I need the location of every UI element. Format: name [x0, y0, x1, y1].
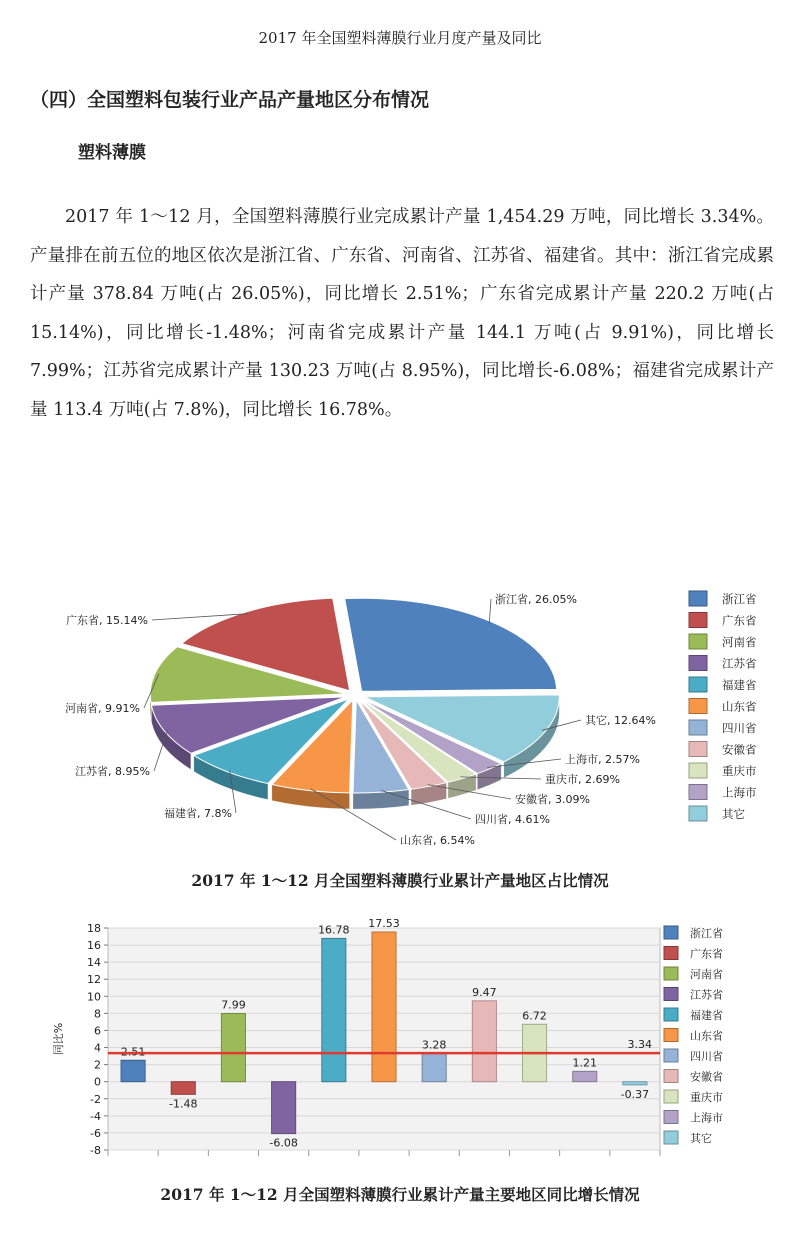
pie-legend-label-江苏省: 江苏省 [722, 656, 757, 671]
pie-label-福建省: 福建省, 7.8% [164, 807, 232, 820]
pie-legend-swatch-江苏省 [689, 656, 707, 671]
bar-ytick-label: -4 [90, 1109, 101, 1123]
bar-legend-swatch-上海市 [664, 1111, 678, 1124]
bar-legend-label-山东省: 山东省 [690, 1029, 723, 1043]
bar-legend-label-江苏省: 江苏省 [690, 988, 723, 1002]
bar-chart [0, 910, 800, 1175]
pie-legend-swatch-山东省 [689, 699, 707, 714]
bar-value-label-安徽省: 9.47 [472, 985, 497, 999]
bar-value-label-广东省: -1.48 [169, 1097, 198, 1111]
bar-legend-swatch-福建省 [664, 1008, 678, 1021]
bar-ytick-label: 4 [94, 1041, 101, 1055]
pie-legend-label-河南省: 河南省 [722, 635, 757, 649]
pie-legend-swatch-浙江省 [689, 591, 707, 606]
pie-legend-label-山东省: 山东省 [722, 699, 757, 714]
sub-heading: 塑料薄膜 [78, 143, 146, 163]
bar-ytick-label: 14 [87, 956, 101, 970]
bar-legend-label-广东省: 广东省 [690, 947, 723, 961]
bar-ytick-label: 18 [87, 922, 101, 935]
bar-value-label-重庆市: 6.72 [522, 1009, 547, 1023]
bar-河南省 [221, 1013, 245, 1081]
bar-chart-svg [0, 910, 800, 1175]
bar-chart-caption: 2017 年 1～12 月全国塑料薄膜行业累计产量主要地区同比增长情况 [160, 1185, 640, 1204]
pie-legend-swatch-安徽省 [689, 742, 707, 757]
pie-label-广东省: 广东省, 15.14% [66, 614, 148, 627]
bar-广东省 [171, 1082, 195, 1095]
bar-ytick-label: -2 [90, 1092, 101, 1106]
bar-value-label-上海市: 1.21 [572, 1056, 597, 1070]
pie-leader-浙江省 [489, 599, 491, 623]
bar-四川省 [422, 1054, 446, 1082]
bar-浙江省 [121, 1060, 145, 1081]
pie-label-河南省: 河南省, 9.91% [65, 702, 140, 715]
bar-value-label-浙江省: 2.51 [120, 1045, 146, 1059]
bar-value-label-四川省: 3.28 [421, 1038, 447, 1052]
bar-ytick-label: -8 [90, 1144, 101, 1157]
bar-legend-swatch-重庆市 [664, 1090, 678, 1103]
bar-ytick-label: 10 [87, 990, 101, 1004]
bar-value-label-山东省: 17.53 [368, 917, 400, 931]
pie-label-其它: 其它, 12.64% [585, 714, 656, 727]
pie-legend-label-广东省: 广东省 [722, 613, 757, 628]
bar-legend-swatch-四川省 [664, 1049, 678, 1062]
bar-江苏省 [272, 1082, 296, 1134]
bar-山东省 [372, 932, 396, 1082]
bar-ylabel: 同比% [52, 1022, 65, 1056]
bar-value-label-其它: -0.37 [620, 1087, 650, 1101]
bar-ytick-label: 0 [94, 1075, 101, 1089]
pie-legend-swatch-四川省 [689, 720, 707, 735]
pie-slice-浙江省 [345, 598, 557, 691]
bar-legend-label-福建省: 福建省 [690, 1009, 723, 1022]
bar-value-label-江苏省: -6.08 [269, 1136, 298, 1150]
pie-label-浙江省: 浙江省, 26.05% [495, 593, 577, 606]
bar-legend-swatch-浙江省 [664, 926, 678, 939]
pie-legend-swatch-重庆市 [689, 763, 707, 778]
bar-legend-label-四川省: 四川省 [690, 1050, 723, 1063]
bar-value-label-福建省: 16.78 [318, 923, 350, 937]
bar-福建省 [322, 938, 346, 1081]
pie-label-四川省: 四川省, 4.61% [475, 813, 550, 826]
bar-ytick-label: 12 [87, 973, 101, 987]
bar-ytick-label: -6 [90, 1126, 101, 1140]
bar-ytick-label: 16 [87, 939, 101, 953]
pie-legend-label-福建省: 福建省 [722, 678, 757, 692]
bar-legend-label-上海市: 上海市 [690, 1111, 723, 1125]
bar-ytick-label: 8 [94, 1007, 101, 1021]
pie-legend-label-四川省: 四川省 [722, 721, 757, 735]
pie-legend-swatch-福建省 [689, 677, 707, 692]
pie-legend-label-上海市: 上海市 [722, 785, 757, 800]
pie-legend-label-重庆市: 重庆市 [722, 764, 757, 778]
bar-legend-label-重庆市: 重庆市 [690, 1091, 723, 1104]
section-heading: （四）全国塑料包装行业产品产量地区分布情况 [30, 89, 430, 111]
pie-label-山东省: 山东省, 6.54% [400, 834, 475, 845]
pie-chart-caption: 2017 年 1～12 月全国塑料薄膜行业累计产量地区占比情况 [191, 871, 609, 890]
body-paragraph: 2017 年 1～12 月，全国塑料薄膜行业完成累计产量 1,454.29 万吨，同比增长 3.34%。产量排在前五位的地区依次是浙江省、广东省、河南省、江苏省、福建省。其中：浙江省完成累计产量 378.84 万吨(占 26.05%)，同比增长 2.51%；广东省完成累计产量 220.2 万吨(占 15.14%)，同比增长-1.48%；河南省完成累计产量 144.1 万吨(占 9.91%)，同比增长 7.99%；江苏省完成累计产量 130.23 万吨(占 8.95%)，同比增长-6.08%；福建省完成累计产量 113.4 万吨(占 7.8%)，同比增长 16.78%。 [30, 207, 774, 420]
bar-legend-swatch-其它 [664, 1131, 678, 1144]
bar-legend-swatch-河南省 [664, 967, 678, 980]
bar-上海市 [573, 1071, 597, 1081]
pie-legend-swatch-广东省 [689, 613, 707, 628]
bar-其它 [623, 1082, 647, 1085]
bar-legend-swatch-安徽省 [664, 1070, 678, 1083]
bar-ytick-label: 6 [94, 1024, 101, 1038]
bar-legend-label-浙江省: 浙江省 [690, 927, 723, 940]
pie-legend-swatch-上海市 [689, 785, 707, 800]
bar-安徽省 [472, 1001, 496, 1082]
pie-label-安徽省: 安徽省, 3.09% [515, 793, 590, 806]
bar-legend-label-其它: 其它 [690, 1132, 712, 1145]
bar-reference-label: 3.34 [627, 1038, 652, 1052]
bar-legend-swatch-山东省 [664, 1029, 678, 1042]
pie-label-重庆市: 重庆市, 2.69% [545, 773, 620, 786]
bar-ytick-label: 2 [94, 1058, 101, 1072]
bar-value-label-河南省: 7.99 [221, 998, 246, 1012]
pie-legend-label-安徽省: 安徽省 [722, 742, 757, 757]
pie-legend-label-其它: 其它 [722, 807, 745, 821]
bar-legend-label-安徽省: 安徽省 [690, 1070, 723, 1084]
pie-label-上海市: 上海市, 2.57% [565, 753, 640, 766]
pie-chart-svg [0, 575, 800, 845]
bar-legend-swatch-广东省 [664, 947, 678, 960]
pie-legend-swatch-河南省 [689, 634, 707, 649]
bar-legend-swatch-江苏省 [664, 988, 678, 1001]
bar-legend-label-河南省: 河南省 [690, 968, 723, 981]
pie-chart [0, 575, 800, 845]
pie-legend-swatch-其它 [689, 806, 707, 821]
page-title: 2017 年全国塑料薄膜行业月度产量及同比 [258, 29, 542, 47]
pie-legend-label-浙江省: 浙江省 [722, 592, 757, 606]
pie-label-江苏省: 江苏省, 8.95% [75, 765, 150, 778]
